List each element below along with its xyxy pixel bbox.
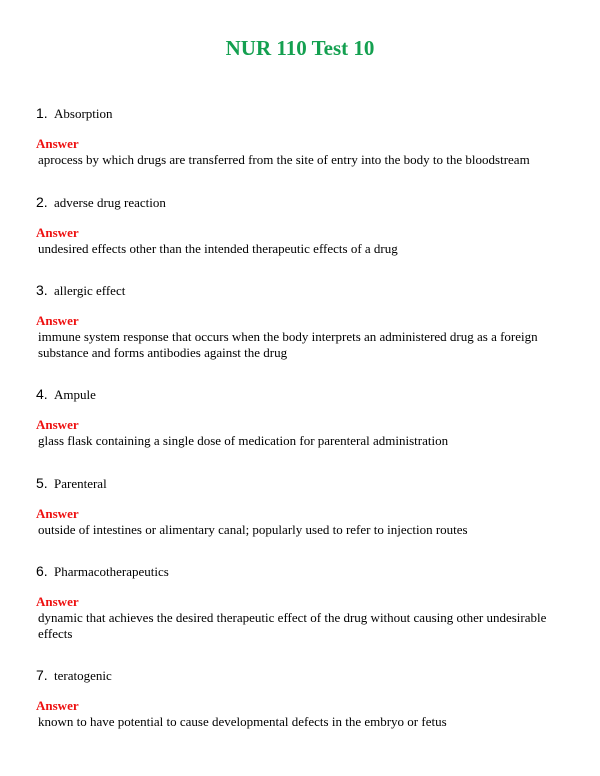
answer-label: Answer <box>36 417 79 432</box>
answer-label: Answer <box>36 136 79 151</box>
page-title: NUR 110 Test 10 <box>225 36 375 60</box>
answer-text: outside of intestines or alimentary canal; popularly used to refer to injection routes <box>38 522 468 537</box>
question <box>36 386 566 403</box>
question <box>36 194 566 211</box>
question-term: Parenteral <box>54 476 107 491</box>
qa-item-1 <box>36 105 566 168</box>
question-number: 5. <box>36 475 48 491</box>
question <box>36 563 566 580</box>
question-term: Ampule <box>54 387 96 402</box>
qa-item-5 <box>36 475 566 538</box>
answer-label: Answer <box>36 594 79 609</box>
question-term: adverse drug reaction <box>54 195 166 210</box>
question-term: Absorption <box>54 106 113 121</box>
question-number: 2. <box>36 194 48 210</box>
answer-text: aprocess by which drugs are transferred from the site of entry into the body to the bloodstream <box>38 152 530 167</box>
question-number: 3. <box>36 282 48 298</box>
qa-item-4 <box>36 386 566 449</box>
answer-text: immune system response that occurs when the body interprets an administered drug as a foreign substance and forms antibodies against the drug <box>38 329 538 360</box>
question-number: 1. <box>36 105 48 121</box>
answer-label: Answer <box>36 313 79 328</box>
answer-label: Answer <box>36 698 79 713</box>
question-number: 6. <box>36 563 48 579</box>
question-number: 7. <box>36 667 48 683</box>
question-term: teratogenic <box>54 668 112 683</box>
question-term: allergic effect <box>54 283 126 298</box>
answer-text: dynamic that achieves the desired therapeutic effect of the drug without causing other undesirable effects <box>38 610 547 641</box>
answer-text: undesired effects other than the intended therapeutic effects of a drug <box>38 241 398 256</box>
answer-text: glass flask containing a single dose of medication for parenteral administration <box>38 433 449 448</box>
question-number: 4. <box>36 386 48 402</box>
question-term: Pharmacotherapeutics <box>54 564 169 579</box>
question <box>36 105 566 122</box>
answer-text: known to have potential to cause developmental defects in the embryo or fetus <box>38 714 447 729</box>
question <box>36 475 566 492</box>
qa-item-3 <box>36 282 566 361</box>
qa-item-2 <box>36 194 566 257</box>
question <box>36 667 566 684</box>
answer-label: Answer <box>36 506 79 521</box>
answer-label: Answer <box>36 225 79 240</box>
question <box>36 282 566 299</box>
qa-item-7 <box>36 667 566 730</box>
qa-item-6 <box>36 563 566 642</box>
